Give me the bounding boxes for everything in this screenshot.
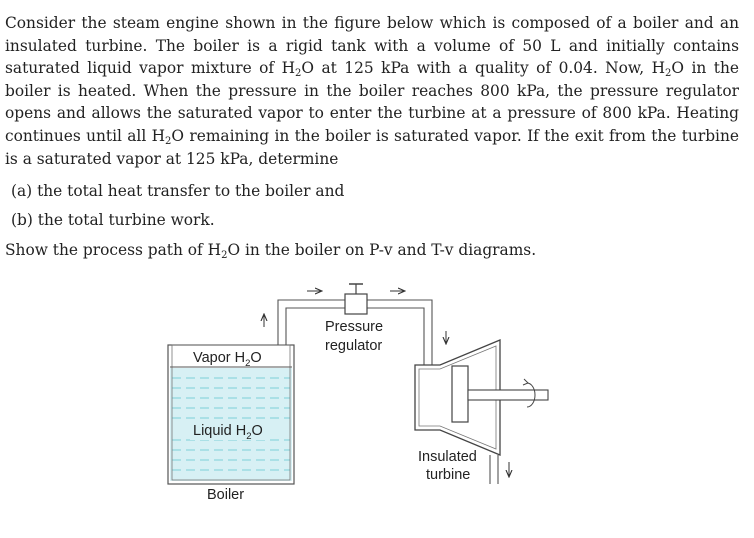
regulator-label-1: Pressure	[325, 319, 384, 335]
pressure-regulator-valve	[345, 284, 367, 314]
turbine-label-1: Insulated	[418, 449, 477, 465]
turbine	[415, 340, 548, 455]
problem-line-3: saturated liquid vapor mixture of $H_2O$ at 125 kPa with a quality of 0.04. Now, $H_2O$ in the	[5, 59, 739, 80]
liquid-label: Liquid $H_2O$	[193, 423, 263, 442]
part-b: (b) the total turbine work.	[11, 211, 215, 229]
part-a: (a) the total heat transfer to the boiler and	[11, 182, 345, 200]
problem-line-1: Consider the steam engine shown in the figure below which is composed of a boiler and an	[5, 14, 739, 32]
problem-line-7: is a saturated vapor at 125 kPa, determine	[5, 149, 339, 168]
exhaust-pipe	[490, 455, 498, 484]
problem-line-6: continues until all $H_2O$ remaining in the boiler is saturated vapor. If the exit from the turbine	[5, 126, 739, 147]
vapor-label: Vapor $H_2O$	[193, 350, 262, 369]
turbine-shaft	[468, 390, 548, 400]
turbine-rotor	[452, 366, 468, 422]
problem-line-2: insulated turbine. The boiler is a rigid tank with a volume of 50 L and initially contains	[5, 36, 739, 55]
process-path-instruction: Show the process path of $H_2O$ in the boiler on P-v and T-v diagrams.	[5, 241, 537, 261]
regulator-label-2: regulator	[325, 338, 383, 354]
boiler-label: Boiler	[207, 487, 245, 503]
problem-line-4: boiler is heated. When the pressure in the boiler reaches 800 kPa, the pressure regulator	[5, 81, 739, 100]
problem-line-5: opens and allows the saturated vapor to enter the turbine at a pressure of 800 kPa. Heating	[5, 104, 739, 123]
turbine-label-2: turbine	[426, 467, 471, 483]
